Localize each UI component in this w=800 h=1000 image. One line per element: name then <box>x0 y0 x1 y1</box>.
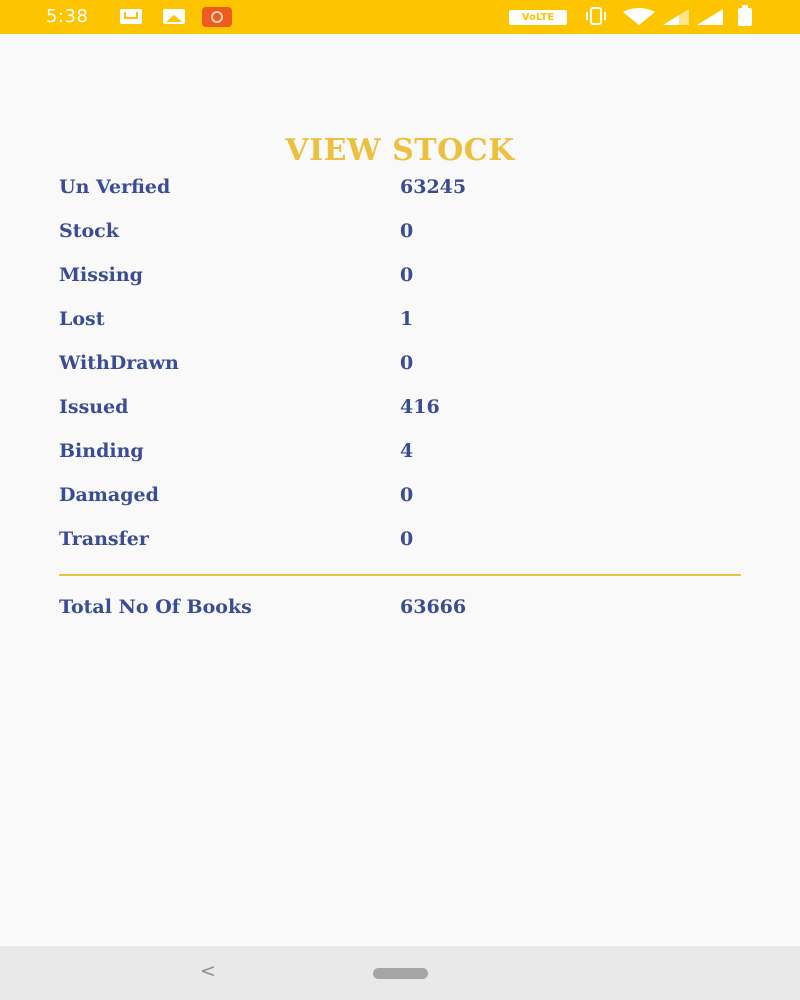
stock-label: WithDrawn <box>59 352 179 374</box>
back-icon[interactable]: < <box>200 960 216 982</box>
stock-value: 0 <box>400 220 414 242</box>
vibrate-icon <box>584 6 608 26</box>
stock-label: Lost <box>59 308 105 330</box>
mail-icon <box>120 9 142 24</box>
stock-value: 4 <box>400 440 414 462</box>
stock-list <box>59 176 741 572</box>
status-time: 5:38 <box>46 6 89 27</box>
stock-label: Missing <box>59 264 143 286</box>
stock-row-unverified <box>59 176 741 220</box>
stock-value: 0 <box>400 352 414 374</box>
stock-row-damaged <box>59 484 741 528</box>
stock-label: Un Verfied <box>59 176 171 198</box>
stock-value: 0 <box>400 484 414 506</box>
page-title: VIEW STOCK <box>285 133 515 168</box>
stock-row-withdrawn <box>59 352 741 396</box>
wifi-icon <box>622 8 656 25</box>
stock-value: 0 <box>400 264 414 286</box>
signal-icon <box>663 9 689 25</box>
stock-label: Damaged <box>59 484 159 506</box>
stock-label: Stock <box>59 220 119 242</box>
stock-row-stock <box>59 220 741 264</box>
total-label: Total No Of Books <box>59 596 252 618</box>
volte-icon: VoLTE <box>509 10 567 25</box>
photo-icon <box>163 9 185 24</box>
stock-row-lost <box>59 308 741 352</box>
navigation-bar <box>0 946 800 1000</box>
stock-value: 1 <box>400 308 414 330</box>
home-pill-icon[interactable] <box>373 968 428 979</box>
battery-icon <box>738 8 752 26</box>
stock-label: Binding <box>59 440 144 462</box>
stock-row-issued <box>59 396 741 440</box>
stock-value: 416 <box>400 396 440 418</box>
stock-value: 0 <box>400 528 414 550</box>
stock-value: 63245 <box>400 176 467 198</box>
divider <box>59 574 741 576</box>
total-value: 63666 <box>400 596 467 618</box>
app-notification-icon <box>202 7 232 27</box>
stock-row-missing <box>59 264 741 308</box>
status-bar <box>0 0 800 34</box>
stock-row-transfer <box>59 528 741 572</box>
stock-label: Issued <box>59 396 129 418</box>
stock-row-binding <box>59 440 741 484</box>
signal-icon <box>697 9 723 25</box>
stock-label: Transfer <box>59 528 149 550</box>
total-row <box>59 596 741 626</box>
